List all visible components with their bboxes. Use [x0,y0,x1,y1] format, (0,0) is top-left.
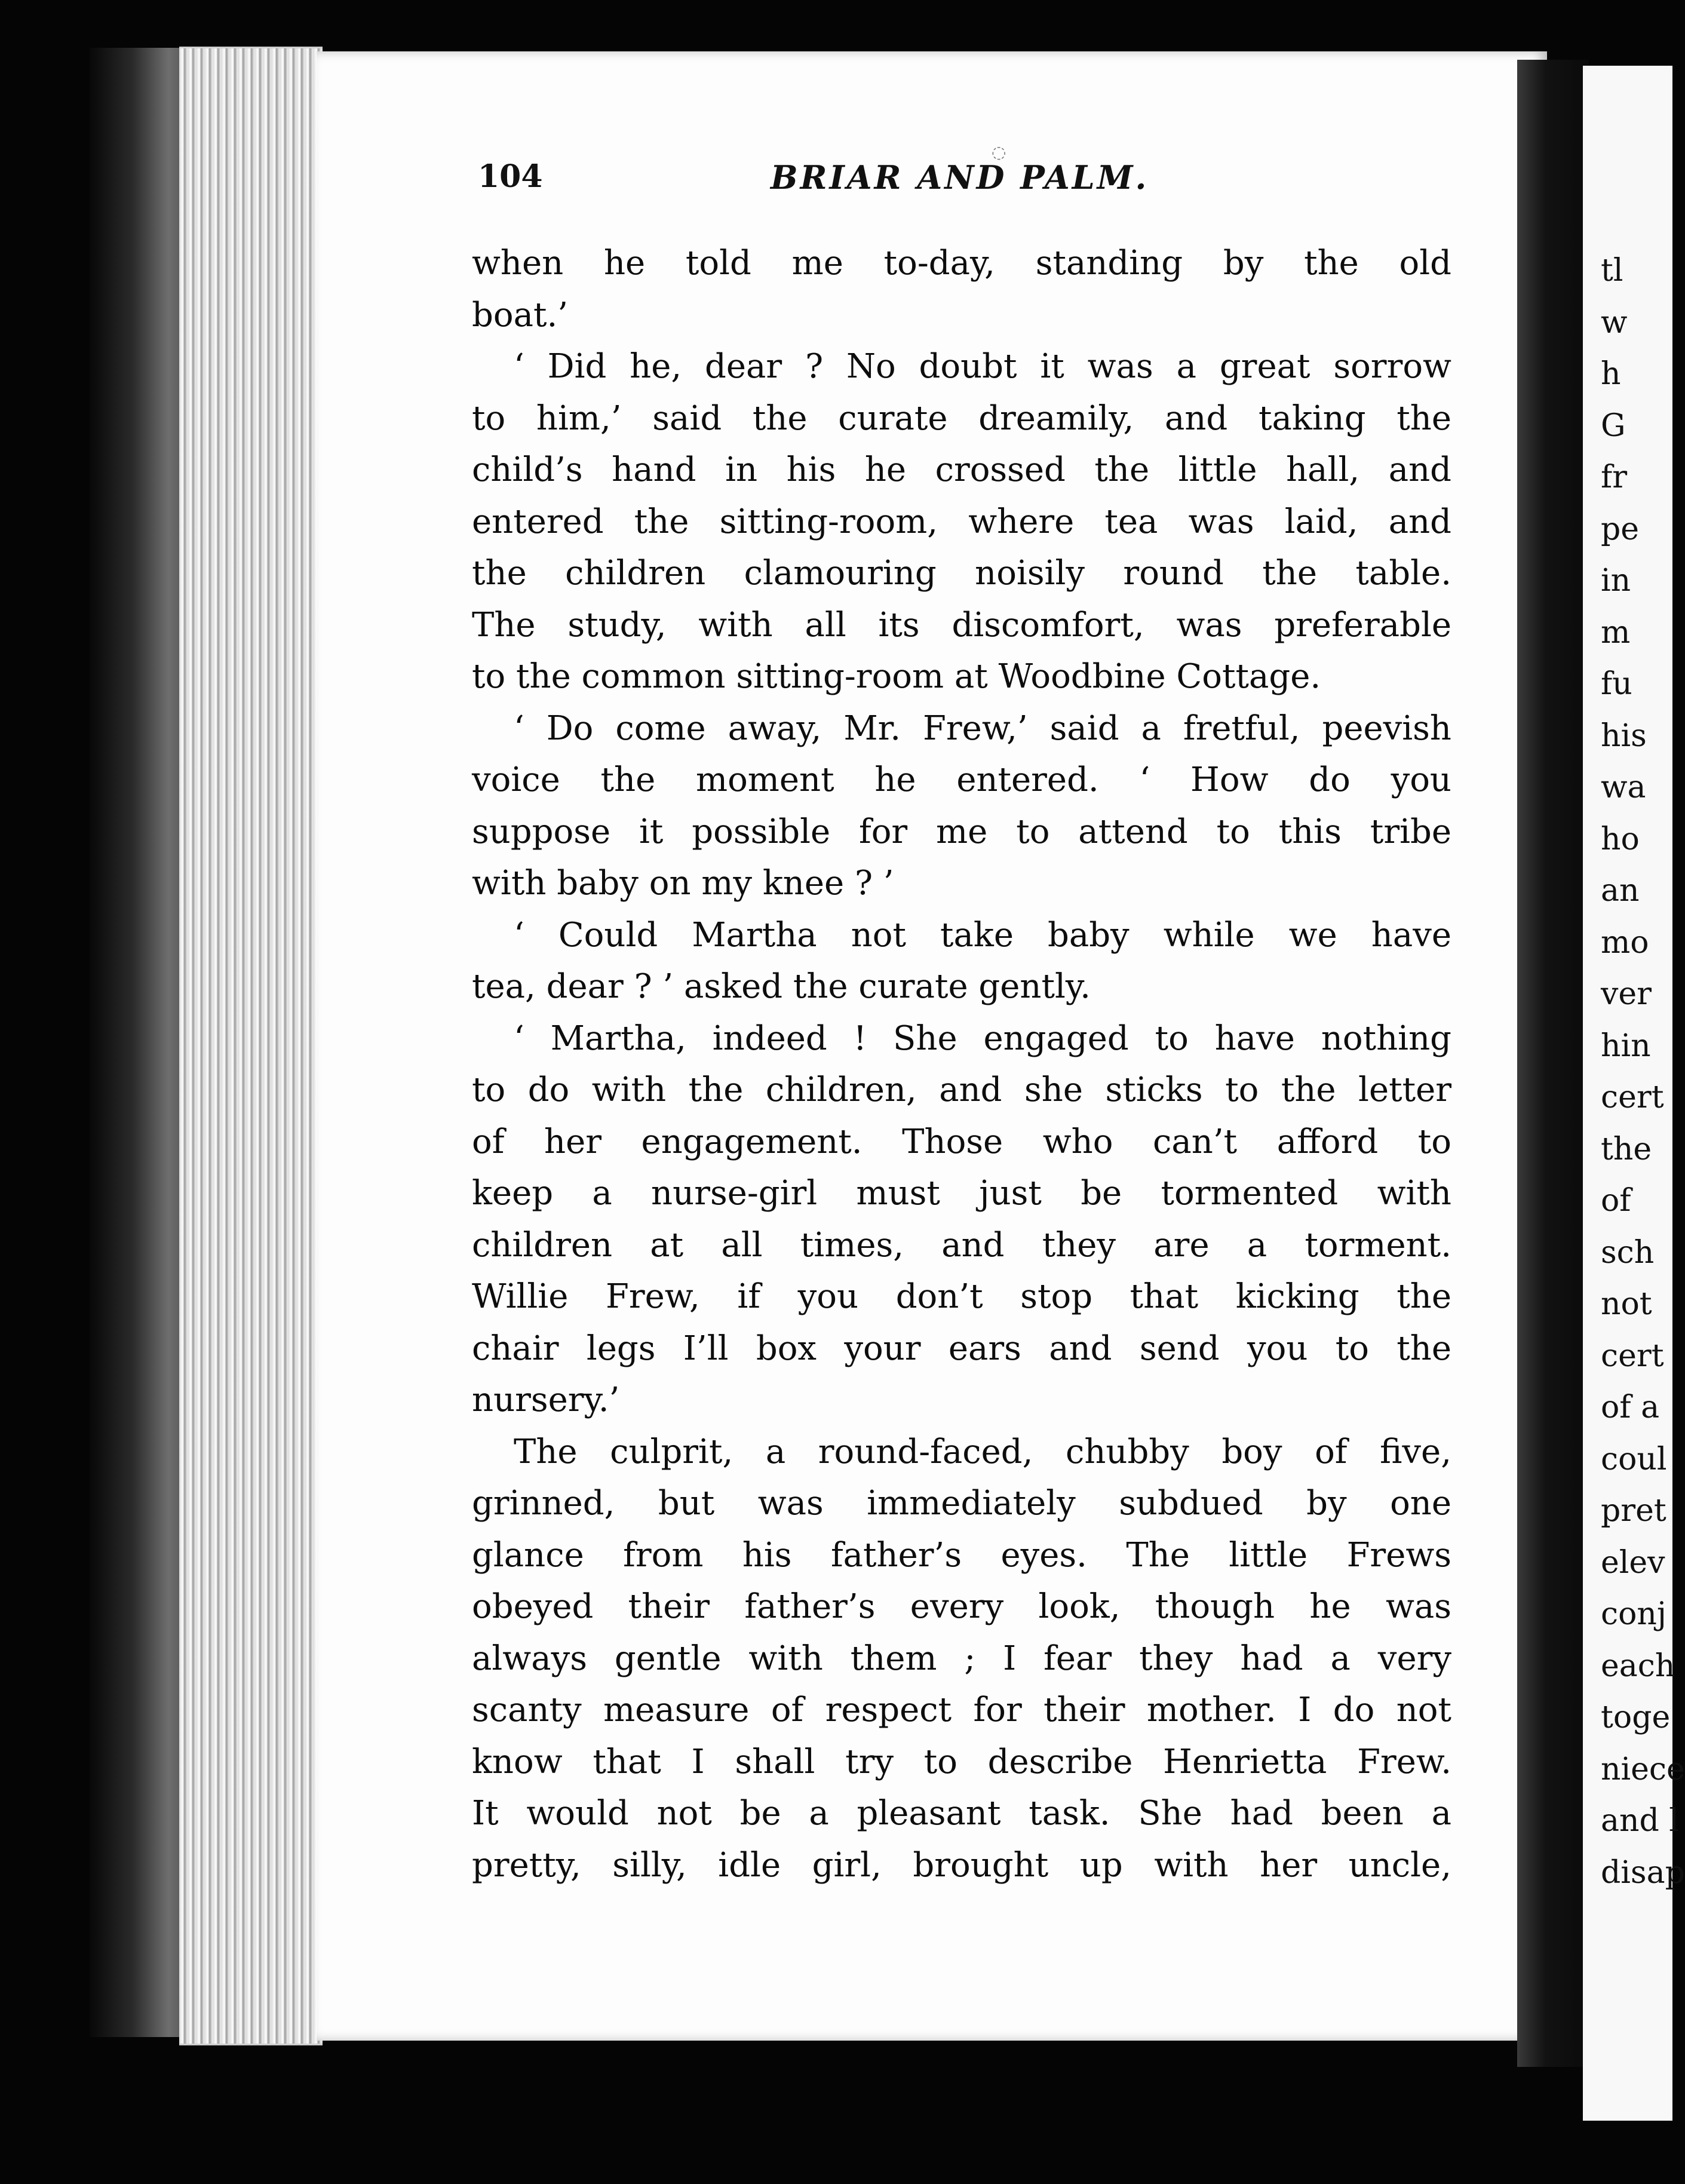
fragment-line: mo [1601,924,1649,961]
fragment-line: G [1601,407,1626,444]
fragment-line: pe [1601,511,1640,547]
text-line: tea, dear ? ’ asked the curate gently. [472,967,1091,1006]
text-line: scanty measure of respect for their mother. I do not [472,1691,1451,1729]
fragment-line: fu [1601,666,1632,702]
fragment-line: disap [1601,1854,1685,1891]
fragment-line: wa [1601,769,1646,805]
running-title: BRIAR AND PALM. [771,158,1149,197]
text-line: the children clamouring noisily round the table. [472,554,1451,593]
fragment-line: his [1601,717,1647,754]
text-line: Willie Frew, if you don’t stop that kicking the [472,1277,1451,1316]
text-line: ‘ Did he, dear ? No doubt it was a great sorrow [514,347,1451,386]
text-line: to the common sitting-room at Woodbine Cottage. [472,657,1321,696]
fragment-line: sch [1601,1234,1655,1271]
text-line: know that I shall try to describe Henrietta Frew. [472,1742,1451,1781]
fragment-line: of a [1601,1389,1660,1425]
fragment-line: ho [1601,821,1640,857]
text-line: pretty, silly, idle girl, brought up with her uncle, [472,1845,1451,1885]
text-line: with baby on my knee ? ’ [472,864,894,903]
fragment-line: conj [1601,1596,1667,1632]
text-line: keep a nurse-girl must just be tormented with [472,1174,1451,1213]
ink-mark: ◌ [992,142,1006,162]
fragment-line: of [1601,1183,1631,1219]
text-line: It would not be a pleasant task. She had been a [472,1794,1451,1833]
fragment-line: m [1601,614,1631,651]
fragment-line: tl [1601,253,1623,289]
text-line: ‘ Do come away, Mr. Frew,’ said a fretful, peevish [514,708,1451,748]
facing-page-text [1601,245,1685,1898]
fragment-line: each [1601,1648,1675,1684]
fragment-line: fr [1601,459,1628,495]
text-line: entered the sitting-room, where tea was laid, and [472,502,1451,541]
fragment-line: pret [1601,1493,1666,1529]
fragment-line: coul [1601,1441,1667,1477]
fragment-line: hin [1601,1027,1651,1064]
text-line: The culprit, a round-faced, chubby boy of five, [514,1432,1451,1471]
text-line: boat.’ [472,295,569,335]
page-number: 104 [478,158,543,195]
fragment-line: not [1601,1286,1652,1322]
text-line: to him,’ said the curate dreamily, and taking the [472,398,1451,438]
page-edges [179,47,323,2045]
text-line: The study, with all its discomfort, was preferable [472,605,1451,645]
text-line: always gentle with them ; I fear they had a very [472,1639,1451,1678]
text-line: of her engagement. Those who can’t afford to [472,1122,1451,1161]
fragment-line: the [1601,1131,1652,1167]
fragment-line: niece [1601,1751,1685,1787]
fragment-line: ver [1601,976,1652,1012]
text-line: glance from his father’s eyes. The little Frews [472,1535,1451,1575]
body-text [472,238,1451,1891]
page-header [478,158,1165,206]
text-line: children at all times, and they are a torment. [472,1225,1451,1265]
fragment-line: elev [1601,1544,1665,1581]
fragment-line: an [1601,873,1640,909]
fragment-line: in [1601,563,1631,599]
book-gutter [1517,60,1589,2067]
text-line: ‘ Could Martha not take baby while we have [514,915,1451,955]
text-line: ‘ Martha, indeed ! She engaged to have nothing [514,1019,1451,1058]
fragment-line: and l [1601,1803,1679,1839]
text-line: grinned, but was immediately subdued by one [472,1484,1451,1523]
fragment-line: h [1601,356,1621,392]
fragment-line: cert [1601,1079,1664,1115]
text-line: obeyed their father’s every look, though he was [472,1587,1451,1626]
text-line: when he told me to-day, standing by the old [472,244,1451,283]
text-line: to do with the children, and she sticks to the letter [472,1070,1451,1109]
text-line: child’s hand in his he crossed the little hall, and [472,450,1451,489]
text-line: nursery.’ [472,1381,620,1419]
text-line: voice the moment he entered. ‘ How do you [472,760,1451,799]
fragment-line: cert [1601,1338,1664,1374]
fragment-line: toge [1601,1700,1671,1735]
fragment-line: w [1601,304,1628,341]
text-line: suppose it possible for me to attend to this tribe [472,812,1451,851]
text-line: chair legs I’ll box your ears and send you to the [472,1329,1451,1368]
